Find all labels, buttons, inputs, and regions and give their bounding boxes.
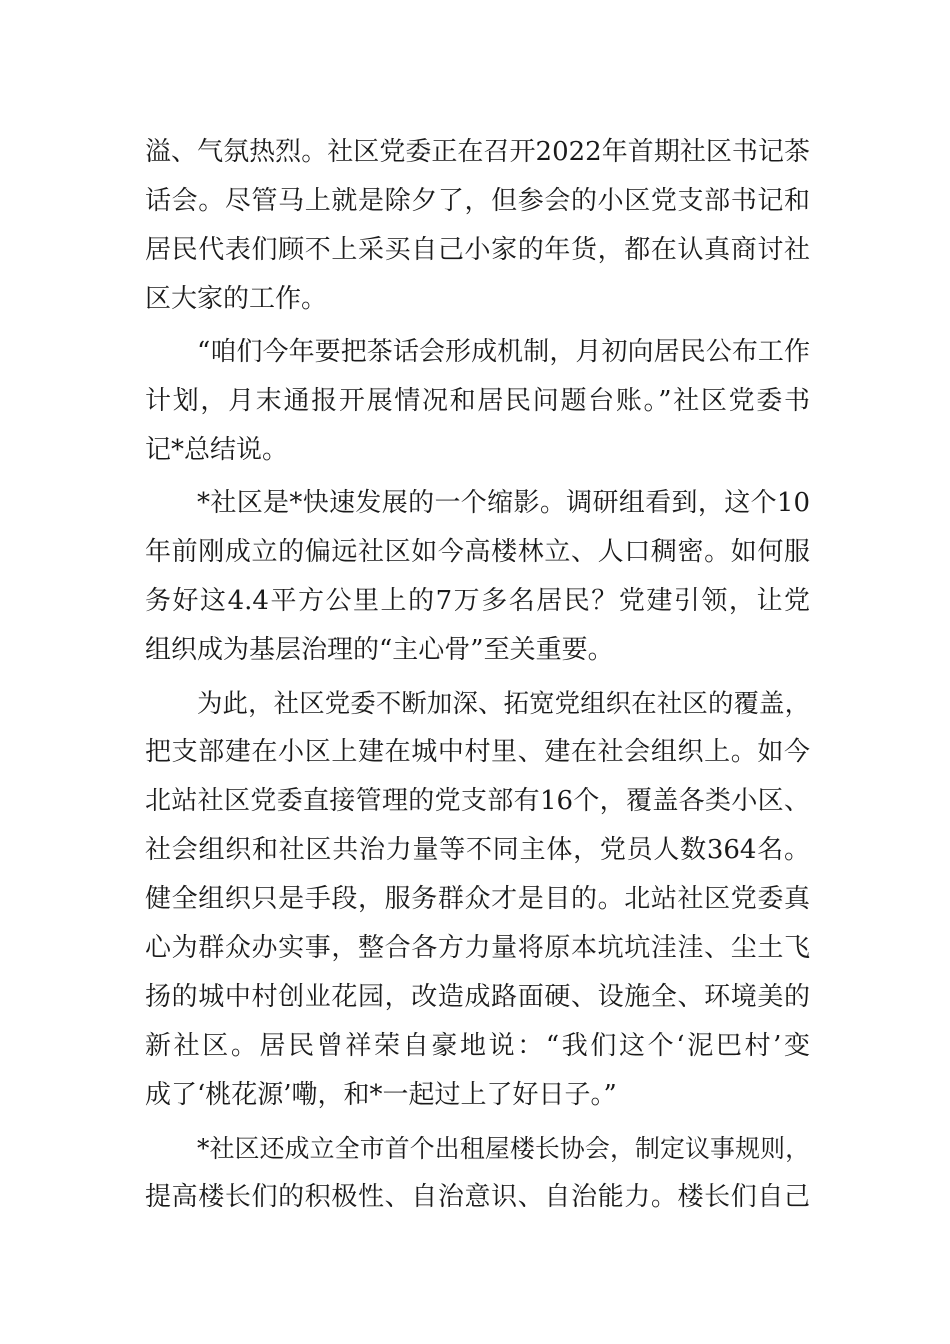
text-line: 提高楼长们的积极性、自治意识、自治能力。楼长们自己 xyxy=(145,1182,810,1212)
text-line: *社区是*快速发展的一个缩影。调研组看到，这个10 xyxy=(197,488,810,518)
body-text xyxy=(145,128,810,1222)
text-line: 务好这4.4平方公里上的7万多名居民？党建引领，让党 xyxy=(145,586,810,616)
paragraph-5 xyxy=(145,1124,810,1222)
text-line: 社会组织和社区共治力量等不同主体，党员人数364名。 xyxy=(145,835,810,865)
text-line: 记*总结说。 xyxy=(145,435,289,465)
text-line: “咱们今年要把茶话会形成机制，月初向居民公布工作 xyxy=(197,337,810,367)
text-line: 为此，社区党委不断加深、拓宽党组织在社区的覆盖， xyxy=(197,688,810,718)
text-line: 组织成为基层治理的“主心骨”至关重要。 xyxy=(145,635,614,665)
text-line: 新社区。居民曾祥荣自豪地说：“我们这个‘泥巴村’变 xyxy=(145,1031,810,1061)
text-line: *社区还成立全市首个出租屋楼长协会，制定议事规则， xyxy=(197,1134,810,1163)
text-line: 区大家的工作。 xyxy=(145,284,328,314)
text-line: 扬的城中村创业花园，改造成路面硬、设施全、环境美的 xyxy=(145,982,810,1012)
text-line: 心为群众办实事，整合各方力量将原本坑坑洼洼、尘土飞 xyxy=(145,933,810,963)
text-line: 北站社区党委直接管理的党支部有16个，覆盖各类小区、 xyxy=(145,786,810,816)
paragraph-1 xyxy=(145,128,810,324)
paragraph-2 xyxy=(145,328,810,475)
text-line: 话会。尽管马上就是除夕了，但参会的小区党支部书记和 xyxy=(145,186,810,216)
text-line: 年前刚成立的偏远社区如今高楼林立、人口稠密。如何服 xyxy=(145,537,810,567)
paragraph-3 xyxy=(145,479,810,675)
text-line: 计划，月末通报开展情况和居民问题台账。”社区党委书 xyxy=(145,386,810,416)
text-line: 把支部建在小区上建在城中村里、建在社会组织上。如今 xyxy=(145,737,810,767)
text-line: 成了‘桃花源’嘞，和*一起过上了好日子。” xyxy=(145,1080,617,1110)
text-line: 居民代表们顾不上采买自己小家的年货，都在认真商讨社 xyxy=(145,235,810,265)
text-line: 溢、气氛热烈。社区党委正在召开2022年首期社区书记茶 xyxy=(145,137,810,167)
paragraph-4 xyxy=(145,679,810,1120)
text-line: 健全组织只是手段，服务群众才是目的。北站社区党委真 xyxy=(145,884,810,914)
